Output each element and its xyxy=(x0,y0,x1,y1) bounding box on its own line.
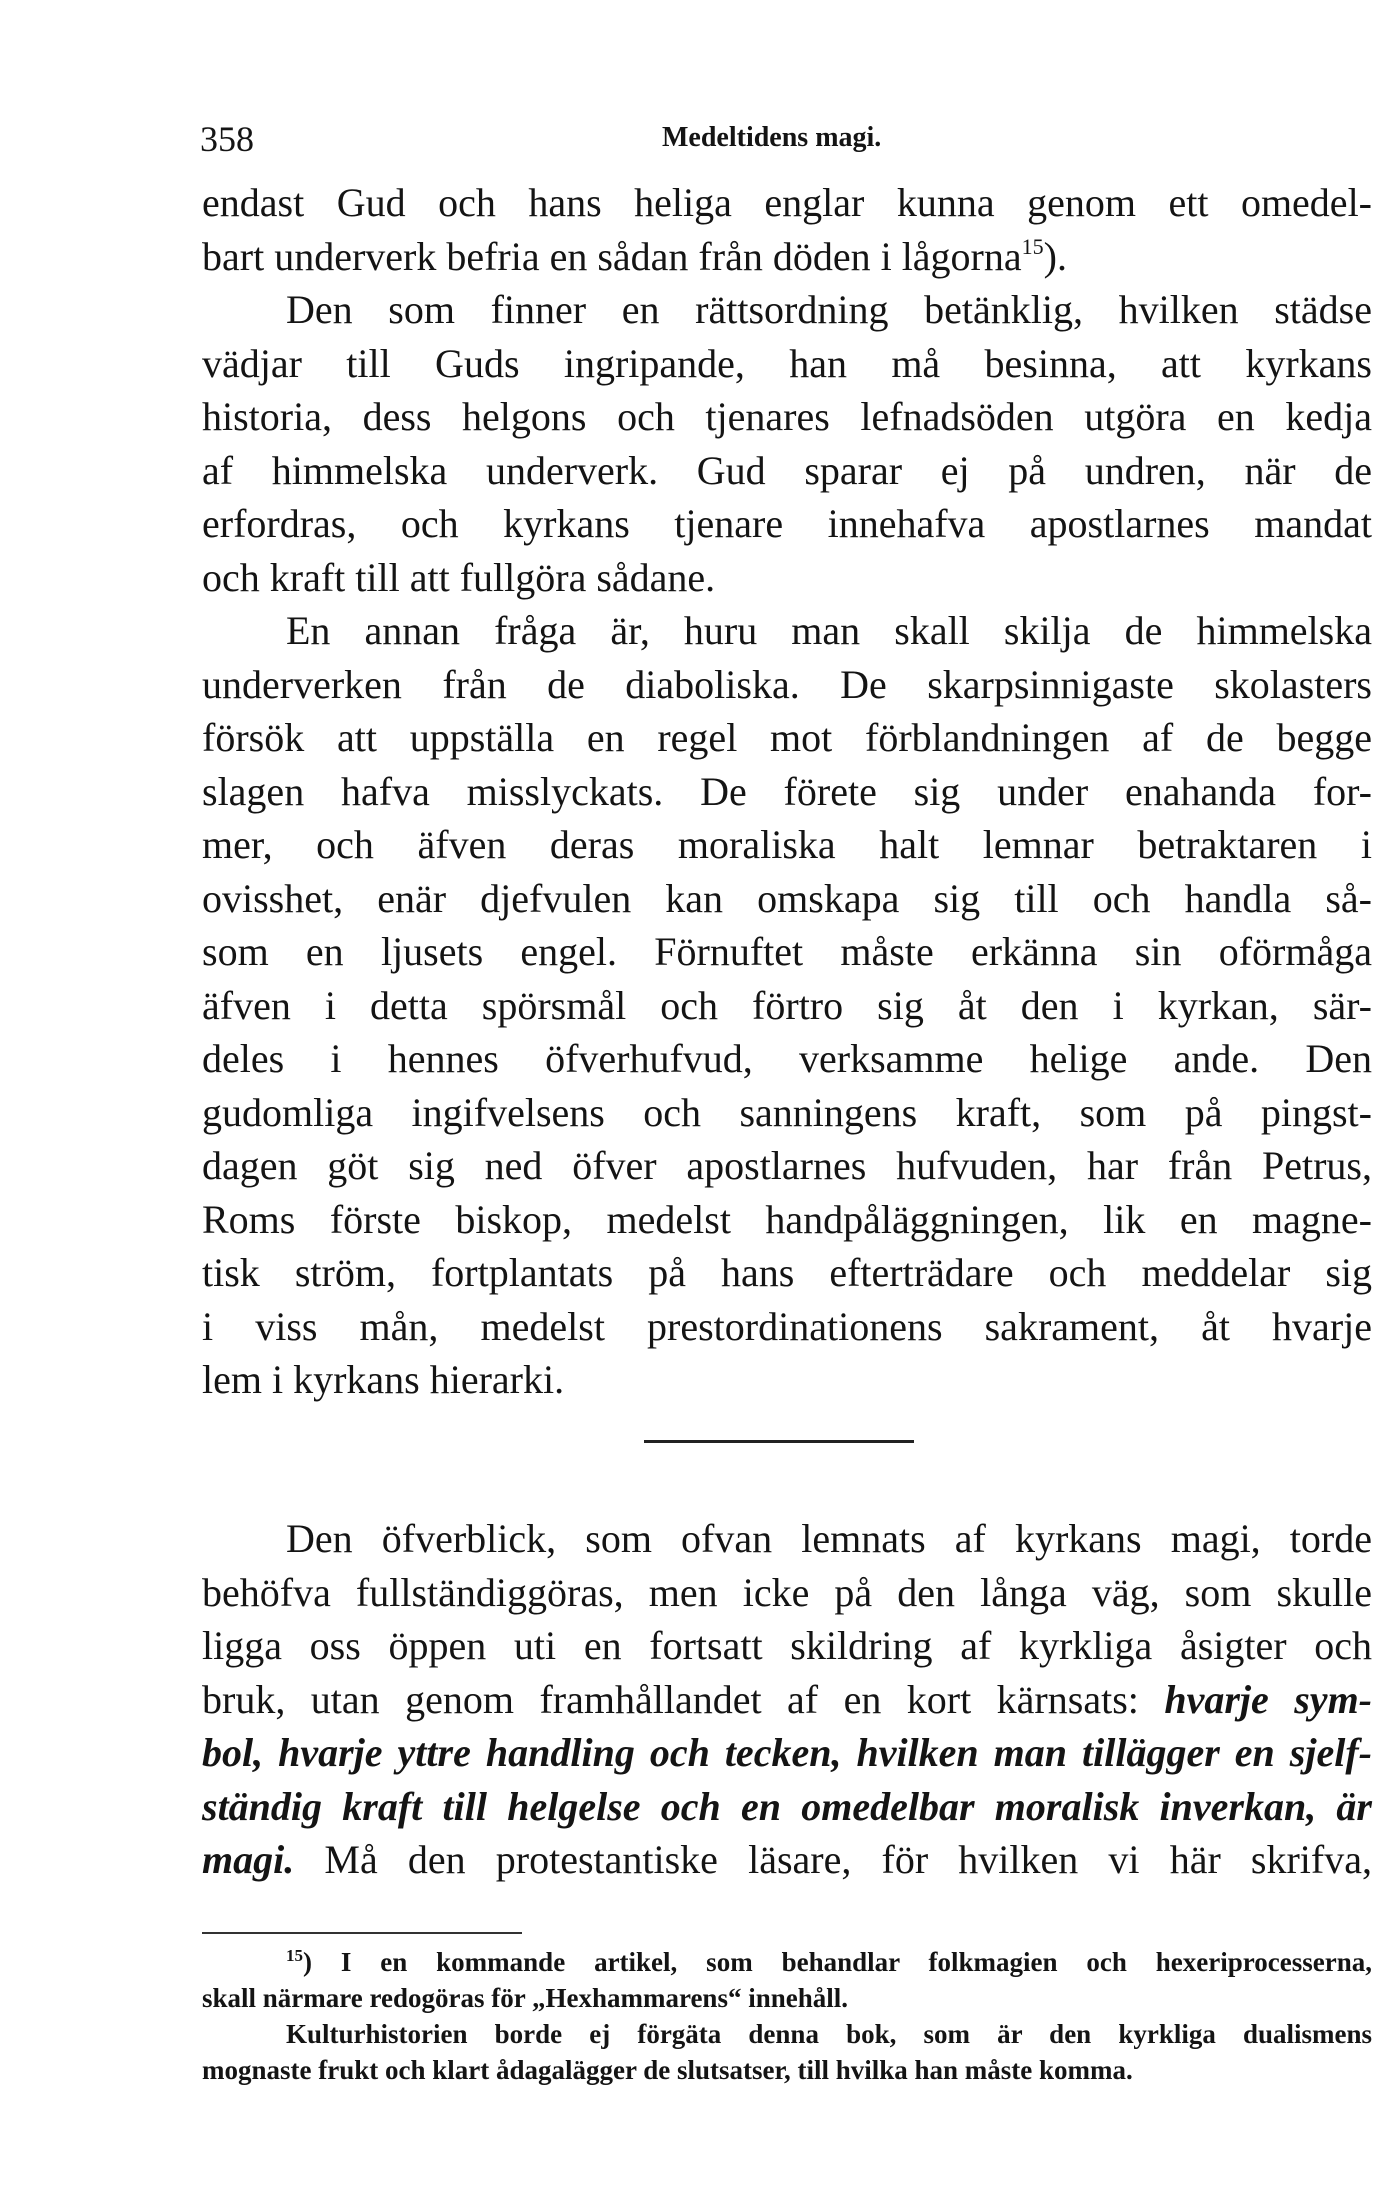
text-line: mer, och äfven deras moraliska halt lemnar betraktaren i xyxy=(202,822,1372,867)
text-line: erfordras, och kyrkans tjenare innehafva apostlarnes mandat xyxy=(202,501,1372,546)
text-line: i viss mån, medelst prestordinationens sakrament, åt hvarje xyxy=(202,1303,1372,1349)
text-line: försök att uppställa en regel mot förblandningen af de begge xyxy=(202,715,1372,760)
footnote-line: $^{15}$) I en kommande artikel, som behandlar folkmagien och hexeriprocesserna, xyxy=(286,1946,1372,1977)
italic-text: magi. xyxy=(202,1837,295,1882)
footnote-divider xyxy=(202,1932,522,1934)
text-line: vädjar till Guds ingripande, han må besinna, att kyrkans xyxy=(202,340,1372,386)
page-number: 358 xyxy=(200,119,254,159)
text-line: endast Gud och hans heliga englar kunna genom ett omedel- xyxy=(202,180,1372,225)
paragraph-2 xyxy=(202,1512,1372,1887)
text-line xyxy=(202,1780,1372,1834)
running-title: Medeltidens magi. xyxy=(662,122,882,153)
text-line: historia, dess helgons och tjenares lefnadsöden utgöra en kedja xyxy=(202,394,1372,439)
text-line: tisk ström, fortplantats på hans efterträdare och meddelar sig xyxy=(202,1250,1372,1295)
text-line: af himmelska underverk. Gud sparar ej på undren, när de xyxy=(202,447,1372,493)
text-line: En annan fråga är, huru man skall skilja de himmelska xyxy=(286,608,1372,653)
text-line: underverken från de diaboliska. De skarpsinnigaste skolasters xyxy=(202,661,1372,707)
page-header xyxy=(200,118,1375,158)
text-line: Roms förste biskop, medelst handpåläggningen, lik en magne- xyxy=(202,1196,1372,1242)
text-line: och kraft till att fullgöra sådane. xyxy=(202,554,716,600)
text-line: bruk, utan genom framhållandet af en kort kärnsats: hvarje sym- xyxy=(202,1676,1372,1722)
italic-text: hvarje sym- xyxy=(1164,1676,1372,1722)
text-line: slagen hafva misslyckats. De förete sig under enahanda for- xyxy=(202,768,1372,814)
section-divider xyxy=(644,1440,914,1443)
text-line: magi. Må den protestantiske läsare, för hvilken vi här skrifva, xyxy=(202,1837,1372,1882)
text-line: Den öfverblick, som ofvan lemnats af kyrkans magi, torde xyxy=(286,1516,1372,1561)
text-line: gudomliga ingifvelsens och sanningens kraft, som på pingst- xyxy=(202,1089,1372,1135)
footnote-marker: 15 xyxy=(286,1946,303,1965)
paragraph-1 xyxy=(202,176,1372,1407)
text-line: ovisshet, enär djefvulen kan omskapa sig till och handla så- xyxy=(202,875,1372,921)
footnote-line: mognaste frukt och klart ådagalägger de slutsatser, till hvilka han måste komma. xyxy=(202,2055,1133,2085)
text-line: lem i kyrkans hierarki. xyxy=(202,1357,565,1402)
text-line: äfven i detta spörsmål och förtro sig åt den i kyrkan, sär- xyxy=(202,982,1372,1028)
text-line: som en ljusets engel. Förnuftet måste erkänna sin oförmåga xyxy=(202,929,1372,974)
text-line: deles i hennes öfverhufvud, verksamme helige ande. Den xyxy=(202,1036,1372,1081)
footnote-line: Kulturhistorien borde ej förgäta denna bok, som är den kyrkliga dualismens xyxy=(286,2019,1372,2049)
footnote-ref[interactable]: 15 xyxy=(1021,233,1044,259)
italic-text: bol, hvarje yttre handling och tecken, hvilken man tillägger en sjelf- xyxy=(202,1730,1372,1775)
text-line: dagen göt sig ned öfver apostlarnes hufvuden, har från Petrus, xyxy=(202,1143,1372,1188)
footnotes xyxy=(202,1944,1372,2088)
text-line: Den som finner en rättsordning betänklig, hvilken städse xyxy=(286,287,1372,332)
text-line-with-footnote-ref: bart underverk befria en sådan från döden i lågorna$^{15}$). xyxy=(202,233,1067,279)
text-line: ligga oss öppen uti en fortsatt skildring af kyrkliga åsigter och xyxy=(202,1623,1372,1668)
text-line xyxy=(202,1726,1372,1780)
italic-text: ständig kraft till helgelse och en omedelbar moralisk inverkan, är xyxy=(202,1783,1372,1829)
text-line: behöfva fullständiggöras, men icke på den långa väg, som skulle xyxy=(202,1569,1372,1615)
footnote-line: skall närmare redogöras för „Hexhammarens“ innehåll. xyxy=(202,1983,848,2013)
